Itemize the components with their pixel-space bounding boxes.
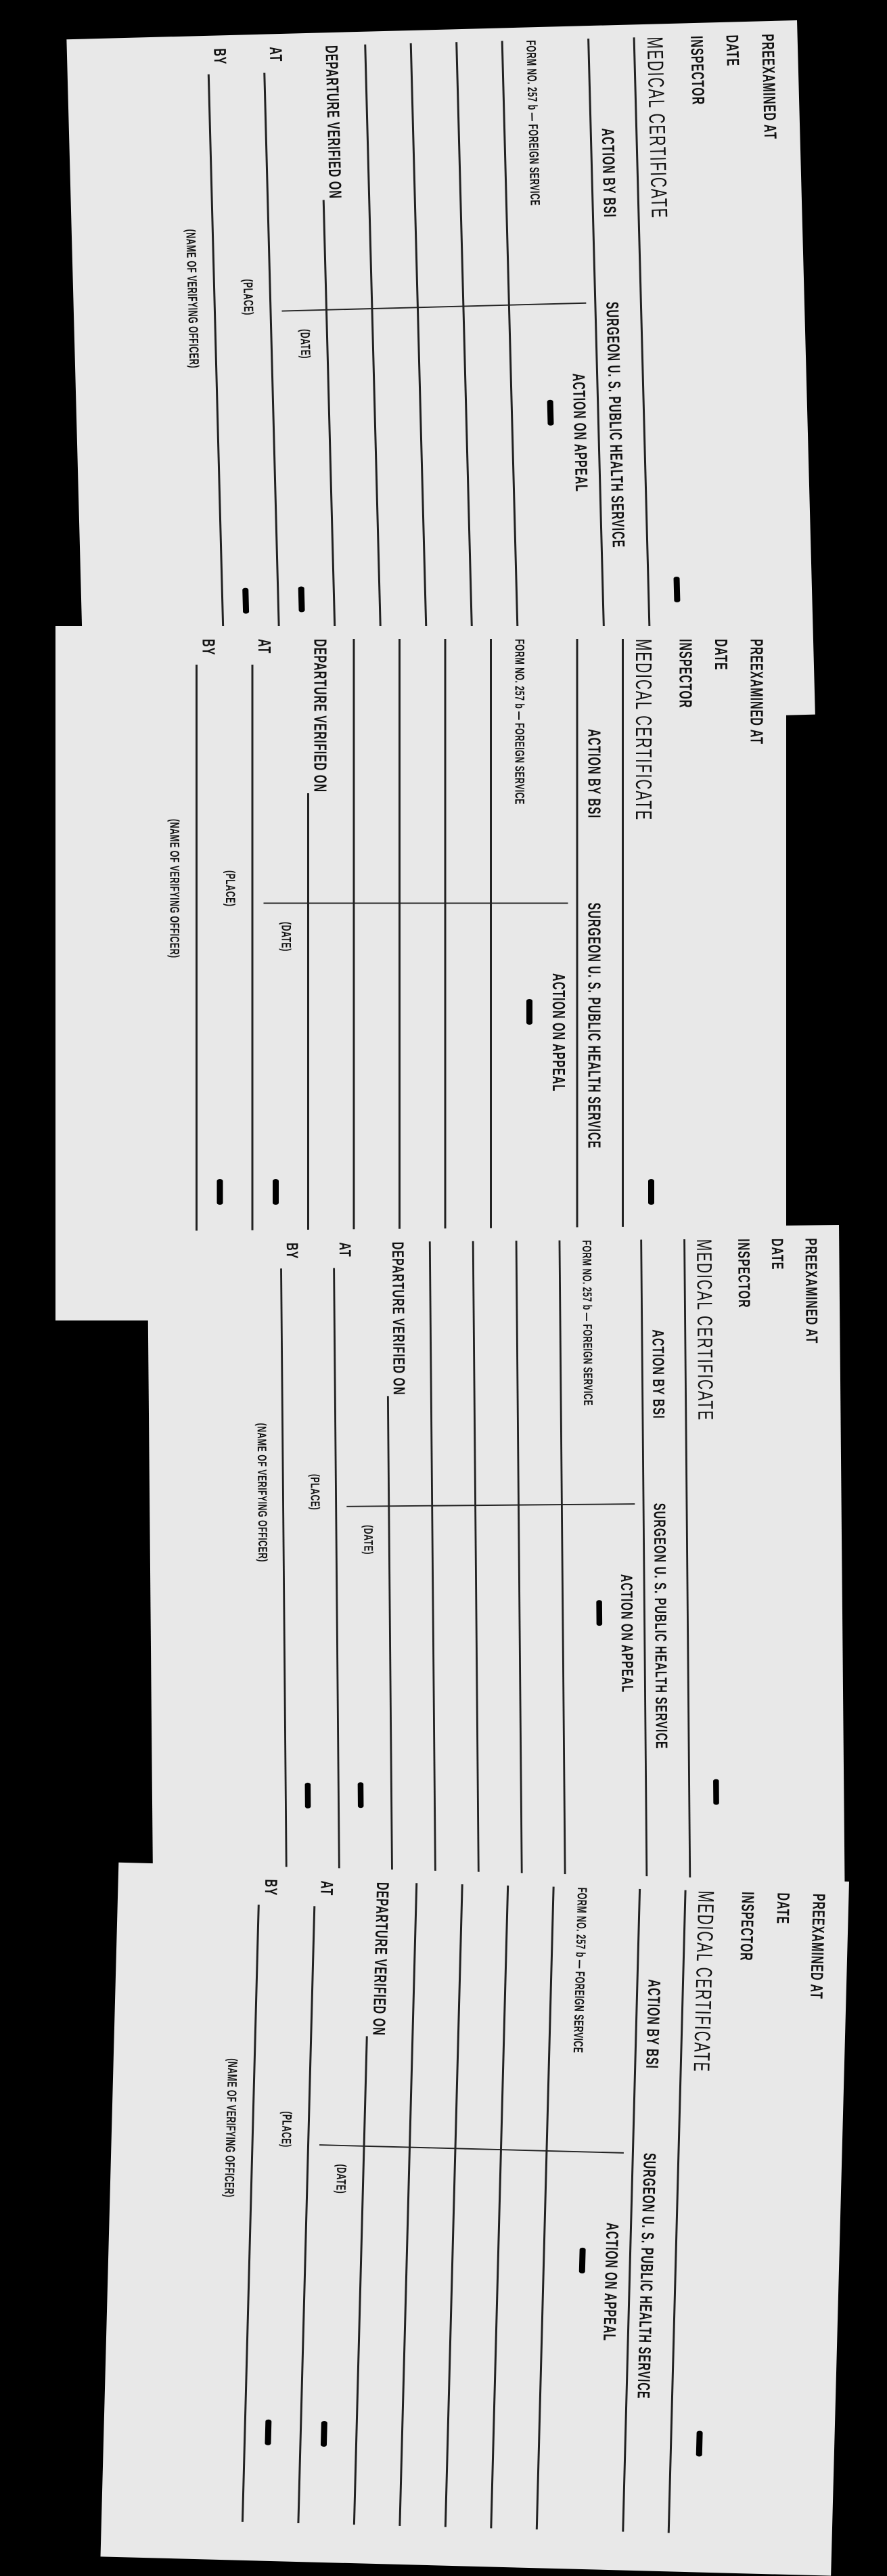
place-label: (PLACE) bbox=[240, 279, 257, 316]
date-paren-label: (DATE) bbox=[361, 1524, 376, 1555]
form-line-4 bbox=[353, 639, 355, 1282]
ink-mark bbox=[596, 1600, 602, 1626]
ink-mark bbox=[217, 1179, 223, 1205]
departure-verified-label: DEPARTURE VERIFIED ON bbox=[310, 639, 329, 793]
certificate-title: MEDICAL CERTIFICATE bbox=[642, 37, 673, 220]
form-line-4 bbox=[364, 45, 383, 688]
action-by-bsi-label: ACTION BY BSI bbox=[648, 1329, 668, 1419]
date-label: DATE bbox=[773, 1892, 794, 1925]
ink-mark bbox=[713, 1779, 719, 1805]
ink-mark bbox=[547, 400, 554, 426]
ink-mark bbox=[358, 1782, 364, 1808]
by-label: BY bbox=[260, 1879, 281, 1896]
form-line-3 bbox=[410, 43, 429, 686]
departure-verified-label: DEPARTURE VERIFIED ON bbox=[369, 1882, 392, 2037]
at-label: AT bbox=[317, 1880, 337, 1896]
place-label: (PLACE) bbox=[223, 870, 238, 907]
departure-line bbox=[353, 2036, 368, 2525]
departure-verified-label: DEPARTURE VERIFIED ON bbox=[321, 45, 345, 200]
officer-label: (NAME OF VERIFYING OFFICER) bbox=[254, 1423, 271, 1563]
at-line bbox=[252, 665, 254, 1282]
center-divider bbox=[264, 903, 568, 904]
ink-mark bbox=[242, 588, 249, 614]
form-line-1 bbox=[501, 41, 520, 684]
departure-verified-label: DEPARTURE VERIFIED ON bbox=[388, 1241, 409, 1396]
by-line bbox=[196, 665, 198, 1282]
surgeon-label: SURGEON U. S. PUBLIC HEALTH SERVICE bbox=[650, 1503, 671, 1750]
action-by-bsi-label: ACTION BY BSI bbox=[642, 1979, 664, 2070]
preexamined-at-label: PREEXAMINED AT bbox=[758, 33, 780, 140]
ink-mark bbox=[648, 1179, 654, 1205]
form-number-label: FORM NO. 257 b — FOREIGN SERVICE bbox=[579, 1240, 596, 1406]
form-line-1 bbox=[536, 1887, 555, 2530]
certificate-card-4 bbox=[101, 1863, 849, 2576]
by-line bbox=[280, 1268, 288, 1886]
surgeon-label: SURGEON U. S. PUBLIC HEALTH SERVICE bbox=[584, 902, 604, 1149]
form-line-4 bbox=[429, 1241, 436, 1884]
date-paren-label: (DATE) bbox=[333, 2164, 350, 2194]
ink-mark bbox=[273, 1179, 279, 1205]
surgeon-underline bbox=[576, 639, 578, 1282]
departure-line bbox=[307, 793, 309, 1282]
by-line bbox=[208, 74, 226, 692]
form-line-2 bbox=[455, 42, 474, 685]
certificate-inner bbox=[55, 626, 786, 1320]
date-label: DATE bbox=[768, 1238, 787, 1270]
at-label: AT bbox=[265, 46, 286, 62]
divider-line bbox=[622, 639, 624, 1282]
ink-mark bbox=[321, 2421, 327, 2447]
form-line-1 bbox=[490, 639, 492, 1282]
form-line-2 bbox=[490, 1886, 509, 2529]
ink-mark bbox=[579, 2248, 586, 2273]
action-on-appeal-label: ACTION ON APPEAL bbox=[617, 1574, 637, 1693]
date-paren-label: (DATE) bbox=[297, 328, 314, 359]
at-label: AT bbox=[254, 639, 274, 654]
form-number-label: FORM NO. 257 b — FOREIGN SERVICE bbox=[512, 639, 528, 805]
by-label: BY bbox=[210, 47, 230, 66]
date-label: DATE bbox=[722, 35, 743, 67]
officer-label: (NAME OF VERIFYING OFFICER) bbox=[167, 819, 183, 958]
action-on-appeal-label: ACTION ON APPEAL bbox=[568, 373, 591, 493]
ink-mark bbox=[265, 2420, 271, 2445]
form-number-label: FORM NO. 257 b — FOREIGN SERVICE bbox=[570, 1887, 591, 2053]
action-on-appeal-label: ACTION ON APPEAL bbox=[549, 973, 568, 1092]
divider-line bbox=[668, 1890, 687, 2533]
form-line-2 bbox=[516, 1241, 523, 1884]
form-line-3 bbox=[399, 639, 401, 1282]
by-label: BY bbox=[283, 1242, 302, 1260]
certificate-title: MEDICAL CERTIFICATE bbox=[631, 639, 656, 822]
form-line-3 bbox=[445, 1884, 463, 2527]
action-by-bsi-label: ACTION BY BSI bbox=[584, 729, 604, 819]
departure-line bbox=[323, 200, 338, 688]
place-label: (PLACE) bbox=[308, 1473, 323, 1511]
surgeon-label: SURGEON U. S. PUBLIC HEALTH SERVICE bbox=[633, 2152, 660, 2399]
inspector-label: INSPECTOR bbox=[736, 1891, 758, 1961]
certificate-card-3 bbox=[147, 1225, 845, 1926]
departure-line bbox=[387, 1396, 393, 1885]
divider-line bbox=[683, 1239, 691, 1882]
inspector-label: INSPECTOR bbox=[675, 639, 695, 709]
inspector-label: INSPECTOR bbox=[734, 1239, 754, 1308]
ink-mark bbox=[696, 2430, 703, 2456]
at-line bbox=[333, 1268, 340, 1886]
ink-mark bbox=[526, 999, 532, 1025]
by-line bbox=[242, 1905, 260, 2522]
ink-mark bbox=[305, 1783, 311, 1808]
certificate-inner bbox=[147, 1225, 845, 1926]
form-line-2 bbox=[445, 639, 447, 1282]
date-paren-label: (DATE) bbox=[279, 922, 294, 952]
at-label: AT bbox=[336, 1242, 355, 1258]
by-label: BY bbox=[198, 639, 218, 656]
ink-mark bbox=[298, 586, 305, 612]
form-line-1 bbox=[559, 1241, 566, 1884]
form-line-3 bbox=[472, 1241, 480, 1884]
inspector-label: INSPECTOR bbox=[687, 35, 708, 106]
preexamined-at-label: PREEXAMINED AT bbox=[806, 1893, 829, 2000]
certificate-card-2 bbox=[55, 626, 786, 1320]
officer-label: (NAME OF VERIFYING OFFICER) bbox=[183, 229, 202, 369]
place-label: (PLACE) bbox=[278, 2111, 295, 2148]
form-line-4 bbox=[399, 1883, 417, 2526]
certificate-inner bbox=[101, 1863, 849, 2576]
certificate-title: MEDICAL CERTIFICATE bbox=[689, 1890, 719, 2074]
form-number-label: FORM NO. 257 b — FOREIGN SERVICE bbox=[523, 40, 543, 206]
at-line bbox=[263, 73, 281, 690]
action-by-bsi-label: ACTION BY BSI bbox=[597, 128, 620, 219]
preexamined-at-label: PREEXAMINED AT bbox=[801, 1238, 821, 1344]
ink-mark bbox=[673, 577, 680, 602]
surgeon-label: SURGEON U. S. PUBLIC HEALTH SERVICE bbox=[602, 301, 629, 548]
at-line bbox=[297, 1906, 315, 2523]
certificate-title: MEDICAL CERTIFICATE bbox=[691, 1239, 718, 1422]
date-label: DATE bbox=[711, 639, 731, 671]
action-on-appeal-label: ACTION ON APPEAL bbox=[599, 2222, 622, 2342]
preexamined-at-label: PREEXAMINED AT bbox=[746, 639, 766, 745]
officer-label: (NAME OF VERIFYING OFFICER) bbox=[221, 2058, 241, 2198]
surgeon-underline bbox=[640, 1240, 647, 1883]
